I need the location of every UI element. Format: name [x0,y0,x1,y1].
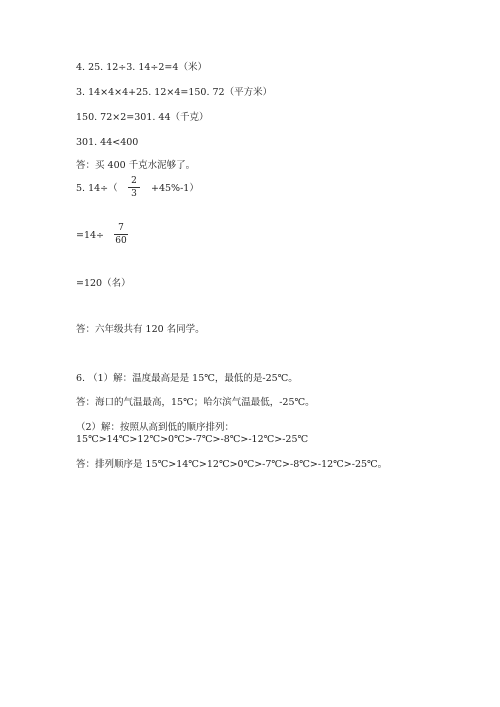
problem-4-line: 4. 25. 12÷3. 14÷2=4（米） [76,62,207,73]
problem-6-part2-line: （2）解：按照从高到低的顺序排列：15℃>14℃>12℃>0℃>-7℃>-8℃>-12℃>-25℃ [76,422,309,445]
problem-3-answer-line: 答：买 400 千克水泥够了。 [76,160,196,171]
problem-5-expression-suffix: +45%-1） [151,183,199,194]
problem-5-result-line: =120（名） [76,278,131,289]
fraction-seven-sixtieths [114,223,128,246]
problem-6-part1-answer-line: 答：海口的气温最高，15℃；哈尔滨气温最低，-25℃。 [76,397,315,408]
problem-6-part2-answer-line: 答：排列顺序是 15℃>14℃>12℃>0℃>-7℃>-8℃>-12℃>-25℃。 [76,459,388,470]
fraction-denominator: 3 [131,189,137,199]
fraction-denominator: 60 [115,236,127,246]
fraction-bar [128,187,140,188]
fraction-two-thirds [128,176,140,199]
fraction-numerator: 7 [118,223,124,233]
problem-6-part1-line: 6. （1）解：温度最高是是 15℃，最低的是-25℃。 [76,373,298,384]
fraction-numerator: 2 [131,176,137,186]
problem-3-compare-line: 301. 44<400 [76,137,139,148]
problem-5-answer-line: 答：六年级共有 120 名同学。 [76,324,205,335]
fraction-bar [114,234,128,235]
problem-3-weight-line: 150. 72×2=301. 44（千克） [76,112,209,123]
problem-5-expression-prefix: 5. 14÷（ [76,183,118,194]
problem-3-area-line: 3. 14×4×4+25. 12×4=150. 72（平方米） [76,87,273,98]
problem-5-step-prefix: =14÷ [76,230,105,241]
